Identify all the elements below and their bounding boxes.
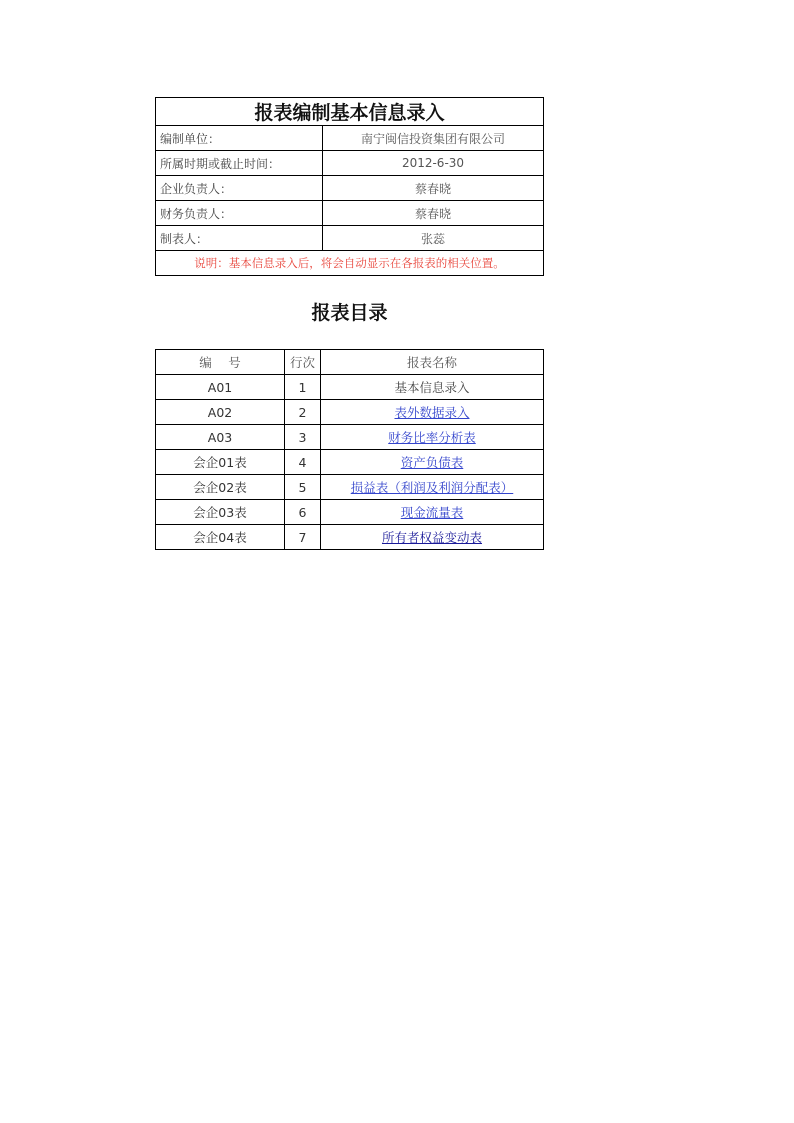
report-row-no: 6 xyxy=(285,500,321,525)
report-name-basic-info: 基本信息录入 xyxy=(394,380,470,395)
table-row xyxy=(156,400,544,425)
link-equity-changes[interactable]: 所有者权益变动表 xyxy=(381,530,482,545)
report-code: 会企01表 xyxy=(156,450,285,475)
link-cash-flow[interactable]: 现金流量表 xyxy=(400,505,464,520)
report-name-cell xyxy=(321,475,544,500)
report-code: 会企04表 xyxy=(156,525,285,550)
table-row xyxy=(156,525,544,550)
header-report-name: 报表名称 xyxy=(321,350,544,375)
report-row-no: 1 xyxy=(285,375,321,400)
info-value-period[interactable]: 2012-6-30 xyxy=(323,151,544,176)
info-value-unit[interactable]: 南宁闽信投资集团有限公司 xyxy=(323,126,544,151)
toc-title: 报表目录 xyxy=(311,302,388,324)
info-note: 说明：基本信息录入后，将会自动显示在各报表的相关位置。 xyxy=(156,251,544,276)
link-financial-ratio[interactable]: 财务比率分析表 xyxy=(388,430,476,445)
info-table-title: 报表编制基本信息录入 xyxy=(156,98,544,126)
info-value-finance-manager[interactable]: 蔡春晓 xyxy=(323,201,544,226)
info-label: 制表人： xyxy=(156,226,323,251)
toc-header-row xyxy=(156,350,544,375)
header-row-no: 行次 xyxy=(285,350,321,375)
link-off-balance-data[interactable]: 表外数据录入 xyxy=(394,405,470,420)
report-row-no: 5 xyxy=(285,475,321,500)
table-row xyxy=(156,500,544,525)
report-code: A03 xyxy=(156,425,285,450)
table-row xyxy=(156,475,544,500)
report-name-cell xyxy=(321,375,544,400)
report-name-cell xyxy=(321,425,544,450)
report-code: 会企02表 xyxy=(156,475,285,500)
report-row-no: 3 xyxy=(285,425,321,450)
basic-info-table xyxy=(155,97,544,276)
info-label: 企业负责人： xyxy=(156,176,323,201)
report-code: A02 xyxy=(156,400,285,425)
link-income-statement[interactable]: 损益表（利润及利润分配表） xyxy=(350,480,514,495)
table-row xyxy=(156,425,544,450)
info-row-unit xyxy=(156,126,544,151)
table-row xyxy=(156,375,544,400)
info-label: 财务负责人： xyxy=(156,201,323,226)
report-name-cell xyxy=(321,525,544,550)
report-row-no: 2 xyxy=(285,400,321,425)
report-name-cell xyxy=(321,500,544,525)
header-code: 编 号 xyxy=(156,350,285,375)
report-code: A01 xyxy=(156,375,285,400)
report-name-cell xyxy=(321,400,544,425)
info-label: 编制单位： xyxy=(156,126,323,151)
info-row-manager xyxy=(156,176,544,201)
link-balance-sheet[interactable]: 资产负债表 xyxy=(400,455,464,470)
report-row-no: 4 xyxy=(285,450,321,475)
info-row-preparer xyxy=(156,226,544,251)
report-name-cell xyxy=(321,450,544,475)
info-row-finance-manager xyxy=(156,201,544,226)
info-label: 所属时期或截止时间： xyxy=(156,151,323,176)
report-code: 会企03表 xyxy=(156,500,285,525)
info-value-manager[interactable]: 蔡春晓 xyxy=(323,176,544,201)
info-value-preparer[interactable]: 张蕊 xyxy=(323,226,544,251)
report-toc-table xyxy=(155,349,544,550)
table-row xyxy=(156,450,544,475)
report-row-no: 7 xyxy=(285,525,321,550)
info-row-period xyxy=(156,151,544,176)
